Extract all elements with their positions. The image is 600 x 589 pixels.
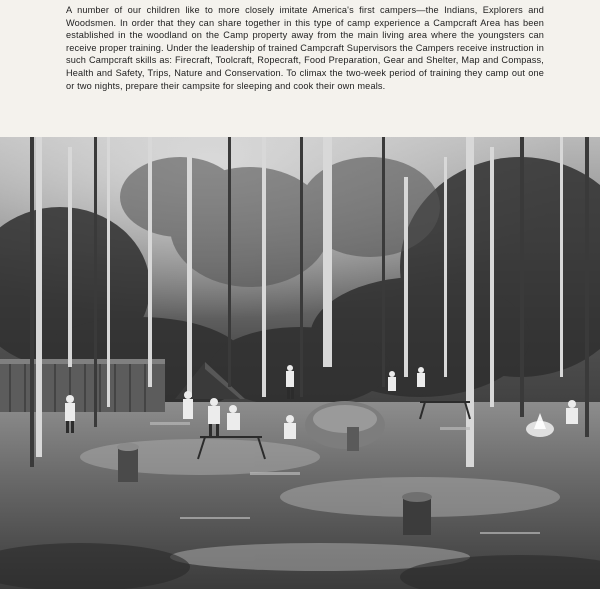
caption-paragraph: A number of our children like to more closely imitate America's first campers—the Indians, Explorers and Woodsmen. In order that they can share together in this type of camp experience a Campcraft Area has been established in the woodland on the Camp property away from the main living area where the youngsters can receive proper training. Under the leadership of trained Campcraft Supervisors the Campers receive instruction in such Campcraft skills as: Firecraft, Toolcraft, Ropecraft, Food Preparation, Gear and Shelter, Map and Compass, Health and Safety, Trips, Nature and Conservation. To climax the two-week period of training they camp out one or two nights, prepare their campsite for sleeping and cook their own meals.	[66, 5, 544, 91]
campcraft-photo	[0, 137, 600, 589]
campcraft-photo-illustration	[0, 137, 600, 589]
